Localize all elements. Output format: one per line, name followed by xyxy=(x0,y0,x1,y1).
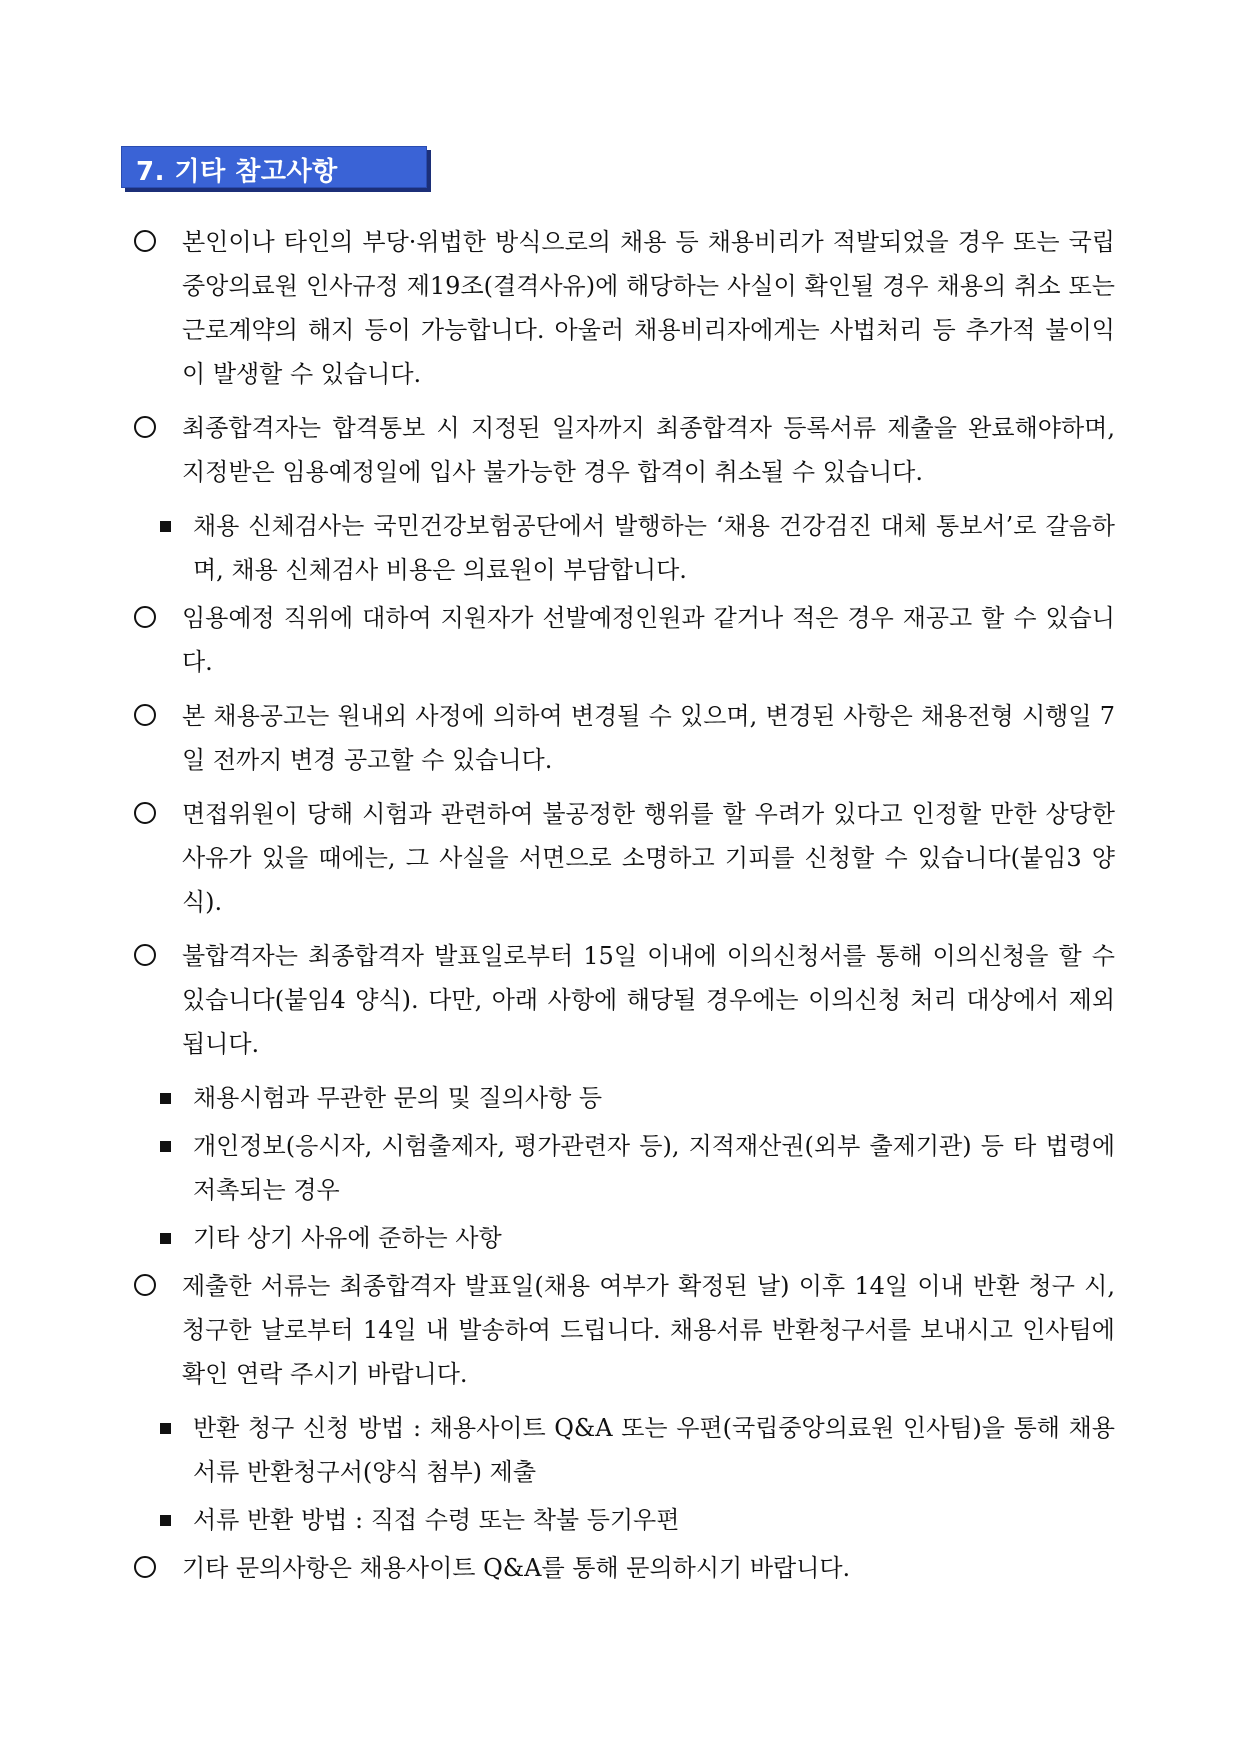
list-item xyxy=(130,220,1115,396)
item-text: 불합격자는 최종합격자 발표일로부터 15일 이내에 이의신청서를 통해 이의신청을 할 수 있습니다(붙임4 양식). 다만, 아래 사항에 해당될 경우에는 이의신청 처리 대상에서 제외됩니다. xyxy=(182,942,1115,1058)
item-text: 채용시험과 무관한 문의 및 질의사항 등 xyxy=(193,1084,603,1112)
sub-list-item xyxy=(130,1406,1115,1494)
list-item xyxy=(130,1264,1115,1396)
item-text: 본인이나 타인의 부당·위법한 방식으로의 채용 등 채용비리가 적발되었을 경우 또는 국립중앙의료원 인사규정 제19조(결격사유)에 해당하는 사실이 확인될 경우 채용의 취소 또는 근로계약의 해지 등이 가능합니다. 아울러 채용비리자에게는 사법처리 등 추가적 불이익이 발생할 수 있습니다. xyxy=(182,228,1115,388)
item-text: 제출한 서류는 최종합격자 발표일(채용 여부가 확정된 날) 이후 14일 이내 반환 청구 시, 청구한 날로부터 14일 내 발송하여 드립니다. 채용서류 반환청구서를 보내시고 인사팀에 확인 연락 주시기 바랍니다. xyxy=(182,1272,1115,1388)
item-text: 기타 문의사항은 채용사이트 Q&A를 통해 문의하시기 바랍니다. xyxy=(182,1554,851,1582)
sub-list-item xyxy=(130,1124,1115,1212)
circle-bullet-icon xyxy=(134,416,156,438)
item-text: 최종합격자는 합격통보 시 지정된 일자까지 최종합격자 등록서류 제출을 완료해야하며, 지정받은 임용예정일에 입사 불가능한 경우 합격이 취소될 수 있습니다. xyxy=(182,414,1115,486)
circle-bullet-icon xyxy=(134,704,156,726)
item-text: 반환 청구 신청 방법 : 채용사이트 Q&A 또는 우편(국립중앙의료원 인사팀)을 통해 채용서류 반환청구서(양식 첨부) 제출 xyxy=(193,1414,1115,1486)
item-text: 채용 신체검사는 국민건강보험공단에서 발행하는 ‘채용 건강검진 대체 통보서’로 갈음하며, 채용 신체검사 비용은 의료원이 부담합니다. xyxy=(193,512,1115,584)
circle-bullet-icon xyxy=(134,1556,156,1578)
list-item xyxy=(130,596,1115,684)
list-item xyxy=(130,1546,1115,1590)
list-item xyxy=(130,406,1115,494)
list-item xyxy=(130,934,1115,1066)
circle-bullet-icon xyxy=(134,802,156,824)
sub-list-item xyxy=(130,1076,1115,1120)
square-bullet-icon xyxy=(160,1141,171,1152)
item-text: 서류 반환 방법 : 직접 수령 또는 착불 등기우편 xyxy=(193,1506,680,1534)
circle-bullet-icon xyxy=(134,230,156,252)
item-text: 본 채용공고는 원내외 사정에 의하여 변경될 수 있으며, 변경된 사항은 채용전형 시행일 7일 전까지 변경 공고할 수 있습니다. xyxy=(182,702,1115,774)
item-text: 기타 상기 사유에 준하는 사항 xyxy=(193,1224,502,1252)
sub-list-item xyxy=(130,1498,1115,1542)
square-bullet-icon xyxy=(160,1093,171,1104)
square-bullet-icon xyxy=(160,521,171,532)
circle-bullet-icon xyxy=(134,944,156,966)
list-item xyxy=(130,694,1115,782)
circle-bullet-icon xyxy=(134,1274,156,1296)
sub-list-item xyxy=(130,504,1115,592)
circle-bullet-icon xyxy=(134,606,156,628)
item-text: 개인정보(응시자, 시험출제자, 평가관련자 등), 지적재산권(외부 출제기관) 등 타 법령에 저촉되는 경우 xyxy=(193,1132,1115,1204)
item-text: 면접위원이 당해 시험과 관련하여 불공정한 행위를 할 우려가 있다고 인정할 만한 상당한 사유가 있을 때에는, 그 사실을 서면으로 소명하고 기피를 신청할 수 있습니다(붙임3 양식). xyxy=(182,800,1115,916)
notice-list xyxy=(130,220,1115,1600)
item-text: 임용예정 직위에 대하여 지원자가 선발예정인원과 같거나 적은 경우 재공고 할 수 있습니다. xyxy=(182,604,1115,676)
square-bullet-icon xyxy=(160,1233,171,1244)
sub-list-item xyxy=(130,1216,1115,1260)
section-header xyxy=(121,146,427,188)
square-bullet-icon xyxy=(160,1515,171,1526)
section-title: 7. 기타 참고사항 xyxy=(136,157,338,187)
square-bullet-icon xyxy=(160,1423,171,1434)
list-item xyxy=(130,792,1115,924)
